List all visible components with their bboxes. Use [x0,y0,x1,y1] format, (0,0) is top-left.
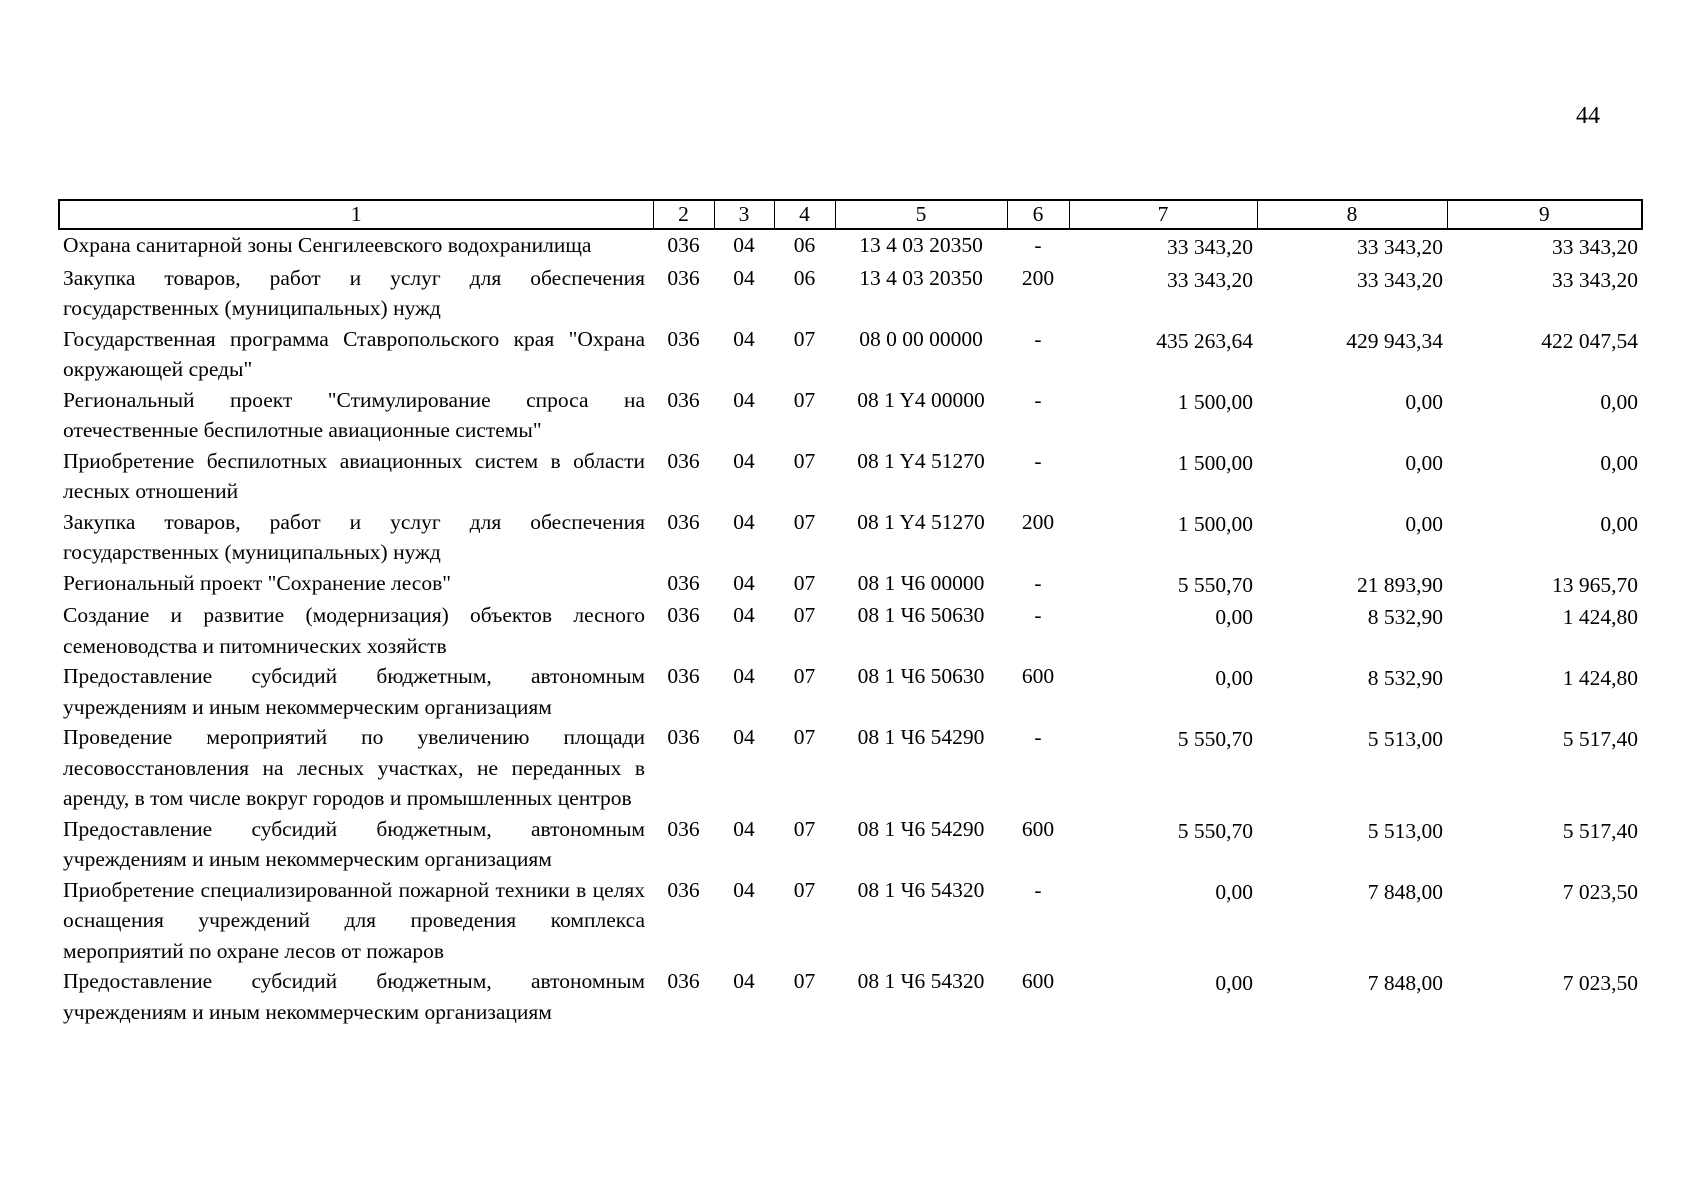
row-code-section: 04 [733,326,755,351]
row-name: Региональный проект "Сохранение лесов" [63,570,452,595]
row-code-subsection: 07 [793,448,816,473]
row-amount-col8: 33 343,20 [1357,267,1443,292]
row-code-ministry: 036 [667,816,700,841]
row-amount-col8: 7 848,00 [1367,971,1443,995]
row-code-subsection: 07 [793,816,816,841]
row-amount-col8: 8 532,90 [1367,605,1443,629]
row-amount-col9: 5 517,40 [1562,727,1638,751]
row-code-subsection: 07 [793,326,816,351]
row-name: Предоставление субсидий бюджетным, автономным учреждениям и иным некоммерческим организациям [63,816,645,871]
page-number: 44 [1576,103,1600,129]
row-code-section: 04 [733,816,755,841]
row-code-ministry: 036 [667,570,700,595]
row-code-expense-type: - [1034,603,1042,627]
row-code-expense-type: - [1034,877,1042,902]
row-code-subsection: 07 [793,877,816,902]
budget-table [58,199,1643,1027]
row-code-subsection: 07 [793,664,816,688]
row-code-ministry: 036 [667,265,700,290]
row-amount-col7: 1 500,00 [1177,511,1253,536]
row-code-target: 08 1 Ч6 00000 [857,570,985,595]
row-code-section: 04 [733,448,755,473]
row-amount-col7: 33 343,20 [1167,235,1253,259]
row-amount-col7: 5 550,70 [1177,818,1253,843]
header-cell: 7 [1069,200,1257,229]
row-amount-col9: 33 343,20 [1552,267,1638,292]
row-amount-col9: 422 047,54 [1541,328,1638,353]
row-code-target: 08 1 Ч6 50630 [857,603,985,627]
row-amount-col8: 21 893,90 [1357,572,1443,597]
row-amount-col7: 0,00 [1215,879,1253,904]
row-code-target: 13 4 03 20350 [859,265,983,290]
row-code-ministry: 036 [667,509,700,534]
row-code-expense-type: 200 [1021,265,1055,290]
row-code-ministry: 036 [667,969,700,993]
row-amount-col8: 5 513,00 [1367,727,1443,751]
row-name: Приобретение специализированной пожарной техники в целях оснащения учреждений для проведения комплекса мероприятий по охране лесов от пожаров [63,877,645,963]
row-code-ministry: 036 [667,877,700,902]
row-code-expense-type: 600 [1021,816,1055,841]
row-amount-col7: 0,00 [1215,971,1253,995]
row-amount-col8: 429 943,34 [1346,328,1443,353]
row-code-ministry: 036 [667,326,700,351]
row-code-target: 13 4 03 20350 [859,233,983,257]
row-amount-col7: 33 343,20 [1167,267,1253,292]
row-amount-col9: 5 517,40 [1562,818,1638,843]
row-name: Предоставление субсидий бюджетным, автономным учреждениям и иным некоммерческим организациям [63,969,645,1024]
row-amount-col7: 0,00 [1215,666,1253,690]
table-row [59,966,1642,1027]
row-code-target: 08 1 Ч6 54320 [857,877,985,902]
row-amount-col7: 1 500,00 [1177,450,1253,475]
row-code-target: 08 0 00 00000 [859,326,983,351]
table-row [59,600,1642,661]
row-amount-col8: 0,00 [1405,511,1443,536]
row-code-subsection: 07 [793,725,816,749]
row-code-subsection: 07 [793,969,816,993]
table-row [59,814,1642,875]
row-code-expense-type: - [1034,326,1042,351]
table-row [59,661,1642,722]
row-code-target: 08 1 Ч6 54290 [857,816,985,841]
header-cell: 8 [1257,200,1447,229]
row-amount-col7: 0,00 [1215,605,1253,629]
header-cell: 3 [714,200,774,229]
row-code-ministry: 036 [667,725,700,749]
table-header [59,200,1642,229]
header-cell: 9 [1447,200,1642,229]
row-amount-col9: 33 343,20 [1552,235,1638,259]
row-amount-col8: 0,00 [1405,450,1443,475]
row-code-ministry: 036 [667,387,700,412]
row-code-section: 04 [733,233,755,257]
row-amount-col9: 0,00 [1600,450,1638,475]
row-code-target: 08 1 Y4 51270 [857,448,985,473]
row-amount-col7: 435 263,64 [1156,328,1253,353]
table-row [59,507,1642,568]
row-amount-col9: 13 965,70 [1552,572,1638,597]
row-code-expense-type: 600 [1021,664,1055,688]
table-row [59,446,1642,507]
row-name: Предоставление субсидий бюджетным, автономным учреждениям и иным некоммерческим организациям [63,664,645,719]
row-code-section: 04 [733,387,755,412]
row-code-subsection: 07 [793,509,816,534]
table-row [59,875,1642,967]
row-code-expense-type: - [1034,387,1042,412]
row-amount-col9: 7 023,50 [1562,971,1638,995]
header-cell: 5 [835,200,1007,229]
row-name: Закупка товаров, работ и услуг для обеспечения государственных (муниципальных) нужд [63,265,645,320]
header-cell: 2 [653,200,714,229]
header-row [59,200,1642,229]
table-row [59,263,1642,324]
row-code-expense-type: - [1034,570,1042,595]
row-amount-col9: 1 424,80 [1562,605,1638,629]
row-code-expense-type: - [1034,233,1042,257]
row-amount-col8: 8 532,90 [1367,666,1443,690]
row-code-section: 04 [733,877,755,902]
row-code-section: 04 [733,725,755,749]
row-amount-col8: 7 848,00 [1367,879,1443,904]
row-code-ministry: 036 [667,603,700,627]
row-code-ministry: 036 [667,664,700,688]
row-code-subsection: 06 [793,265,816,290]
row-code-expense-type: 200 [1021,509,1055,534]
row-code-target: 08 1 Y4 51270 [857,509,985,534]
row-code-expense-type: - [1034,725,1042,749]
table-body [59,229,1642,1027]
row-name: Государственная программа Ставропольского края "Охрана окружающей среды" [63,326,645,381]
row-amount-col8: 33 343,20 [1357,235,1443,259]
row-amount-col9: 0,00 [1600,511,1638,536]
row-name: Проведение мероприятий по увеличению площади лесовосстановления на лесных участках, не переданных в аренду, в том числе вокруг городов и промышленных центров [63,725,645,810]
row-amount-col9: 0,00 [1600,389,1638,414]
row-amount-col7: 5 550,70 [1177,572,1253,597]
row-code-section: 04 [733,265,755,290]
row-amount-col7: 5 550,70 [1177,727,1253,751]
row-code-subsection: 07 [793,387,816,412]
row-code-target: 08 1 Y4 00000 [857,387,985,412]
row-code-section: 04 [733,570,755,595]
row-name: Региональный проект "Стимулирование спроса на отечественные беспилотные авиационные системы" [63,387,645,442]
row-code-subsection: 07 [793,603,816,627]
table-row [59,229,1642,263]
row-amount-col8: 0,00 [1405,389,1443,414]
header-cell: 4 [774,200,835,229]
row-amount-col7: 1 500,00 [1177,389,1253,414]
row-name: Закупка товаров, работ и услуг для обеспечения государственных (муниципальных) нужд [63,509,645,564]
table-row [59,722,1642,814]
row-amount-col9: 7 023,50 [1562,879,1638,904]
row-name: Приобретение беспилотных авиационных систем в области лесных отношений [63,448,645,503]
row-code-expense-type: - [1034,448,1042,473]
row-code-subsection: 07 [793,570,816,595]
row-code-section: 04 [733,969,755,993]
row-code-target: 08 1 Ч6 50630 [857,664,985,688]
row-code-section: 04 [733,509,755,534]
row-code-section: 04 [733,603,755,627]
row-amount-col9: 1 424,80 [1562,666,1638,690]
table-row [59,324,1642,385]
row-name: Создание и развитие (модернизация) объектов лесного семеноводства и питомнических хозяйств [63,603,645,658]
row-code-ministry: 036 [667,448,700,473]
row-code-expense-type: 600 [1021,969,1055,993]
table-row [59,385,1642,446]
header-cell: 1 [59,200,653,229]
header-cell: 6 [1007,200,1069,229]
row-code-target: 08 1 Ч6 54290 [857,725,985,749]
row-code-section: 04 [733,664,755,688]
row-amount-col8: 5 513,00 [1367,818,1443,843]
row-code-ministry: 036 [667,233,700,257]
row-name: Охрана санитарной зоны Сенгилеевского водохранилища [63,233,592,257]
row-code-target: 08 1 Ч6 54320 [857,969,985,993]
table-row [59,568,1642,601]
row-code-subsection: 06 [793,233,816,257]
